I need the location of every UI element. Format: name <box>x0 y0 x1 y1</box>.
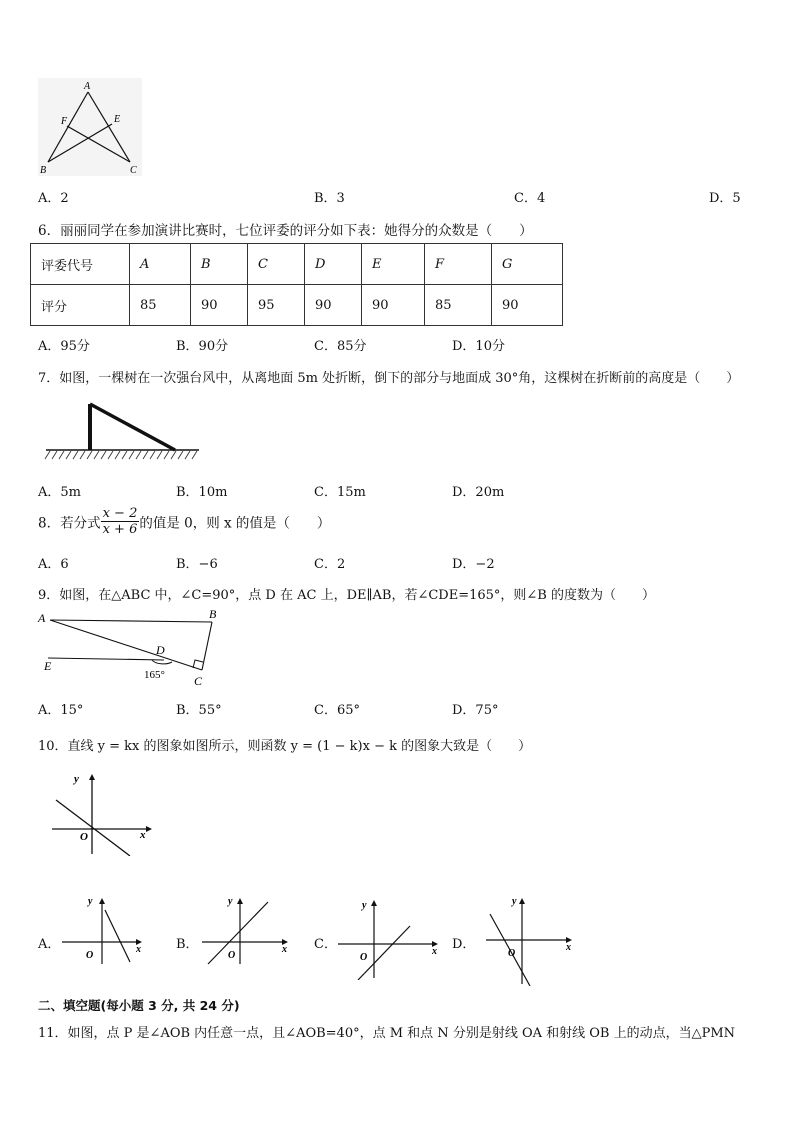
score-cell: 85 <box>130 285 191 326</box>
q8-option-a[interactable]: A．6 <box>38 557 69 572</box>
q9-option-c[interactable]: C．65° <box>314 703 360 718</box>
judge-cell: D <box>305 244 362 285</box>
table-row <box>31 244 563 285</box>
judge-cell: B <box>191 244 248 285</box>
judge-cell: F <box>425 244 492 285</box>
score-cell: 90 <box>362 285 425 326</box>
label-B: B <box>40 165 47 176</box>
judge-cell: C <box>248 244 305 285</box>
axis-x-label: x <box>140 829 146 841</box>
q9-option-a[interactable]: A．15° <box>38 703 84 718</box>
label-A: A <box>84 81 91 92</box>
label-A: A <box>38 611 46 625</box>
row-label: 评分 <box>31 285 130 326</box>
q6-option-b[interactable]: B．90分 <box>176 339 229 354</box>
axis-x-label: x <box>432 946 437 957</box>
label-C: C <box>194 674 203 688</box>
header-label: 评委代号 <box>31 244 130 285</box>
label-E: E <box>44 659 52 673</box>
table-row <box>31 285 563 326</box>
q10-stem: 10．直线 y = kx 的图象如图所示，则函数 y = (1 − k)x − k 的图象大致是（ ） <box>38 739 532 754</box>
judge-cell: A <box>130 244 191 285</box>
axis-x-label: x <box>566 942 571 953</box>
q11-stem: 11．如图，点 P 是∠AOB 内任意一点，且∠AOB=40°，点 M 和点 N 分别是射线 OA 和射线 OB 上的动点，当△PMN <box>38 1026 736 1041</box>
origin-label: O <box>80 831 88 843</box>
q9-stem: 9．如图，在△ABC 中，∠C=90°，点 D 在 AC 上，DE∥AB，若∠CDE=165°，则∠B 的度数为（ ） <box>38 588 655 603</box>
axis-y-label: y <box>362 900 367 911</box>
axis-y-label: y <box>512 896 517 907</box>
axis-y-label: y <box>228 896 233 907</box>
section-heading: 二、填空题(每小题 3 分, 共 24 分) <box>38 998 240 1013</box>
triangle-figure <box>38 78 142 176</box>
score-cell: 95 <box>248 285 305 326</box>
q10-option-d-graph[interactable] <box>484 894 574 990</box>
option-b-graph <box>200 894 290 966</box>
q6-option-a[interactable]: A．95分 <box>38 339 90 354</box>
q6-option-c[interactable]: C．85分 <box>314 339 367 354</box>
q10-option-a-graph[interactable] <box>60 894 144 970</box>
q8-stem-before: 8．若分式 <box>38 515 101 532</box>
score-cell: 90 <box>492 285 563 326</box>
q7-option-c[interactable]: C．15m <box>314 485 366 500</box>
q7-option-b[interactable]: B．10m <box>176 485 228 500</box>
q9-option-b[interactable]: B．55° <box>176 703 222 718</box>
q10-main-graph <box>48 772 152 860</box>
origin-label: O <box>228 950 236 961</box>
judge-cell: E <box>362 244 425 285</box>
q5-option-b[interactable]: B．3 <box>314 191 345 206</box>
axis-y-label: y <box>88 896 93 907</box>
q8-option-d[interactable]: D．−2 <box>452 557 495 572</box>
fraction <box>101 506 140 537</box>
q7-option-a[interactable]: A．5m <box>38 485 81 500</box>
origin-label: O <box>508 948 516 959</box>
label-D: D <box>156 643 165 657</box>
origin-label: O <box>360 952 368 963</box>
q6-option-d[interactable]: D．10分 <box>452 339 505 354</box>
score-cell: 90 <box>191 285 248 326</box>
fraction-numerator: x − 2 <box>102 506 138 521</box>
q7-option-d[interactable]: D．20m <box>452 485 505 500</box>
q5-option-d[interactable]: D．5 <box>709 191 741 206</box>
q8-option-b[interactable]: B．−6 <box>176 557 218 572</box>
q5-option-c[interactable]: C．4 <box>514 191 546 206</box>
q8-option-c[interactable]: C．2 <box>314 557 346 572</box>
q10-option-a-letter[interactable]: A． <box>38 937 61 952</box>
score-table <box>30 243 563 326</box>
q8-stem <box>38 506 330 537</box>
label-B: B <box>209 607 217 621</box>
axis-x-label: x <box>136 944 141 955</box>
q7-stem: 7．如图，一棵树在一次强台风中，从离地面 5m 处折断，倒下的部分与地面成 30°角，这棵树在折断前的高度是（ ） <box>38 371 740 386</box>
axis-x-label: x <box>282 944 287 955</box>
q5-option-a[interactable]: A．2 <box>38 191 69 206</box>
q10-option-b-letter[interactable]: B． <box>176 937 199 952</box>
q8-stem-after: 的值是 0，则 x 的值是（ ） <box>139 515 331 532</box>
q10-option-d-letter[interactable]: D． <box>452 937 476 952</box>
judge-cell: G <box>492 244 563 285</box>
q7-figure <box>44 398 204 468</box>
label-C: C <box>130 165 137 176</box>
triangle-de-figure <box>36 606 226 690</box>
fraction-denominator: x + 6 <box>102 522 138 537</box>
option-d-graph <box>484 894 574 986</box>
q5-figure <box>38 78 142 176</box>
angle-label: 165° <box>144 669 165 681</box>
q6-stem: 6．丽丽同学在参加演讲比赛时，七位评委的评分如下表：她得分的众数是（ ） <box>38 223 533 239</box>
axis-y-label: y <box>74 773 79 785</box>
kx-graph <box>48 772 152 856</box>
origin-label: O <box>86 950 94 961</box>
q9-figure <box>36 606 226 694</box>
label-E: E <box>114 114 121 125</box>
broken-tree-figure <box>44 398 204 464</box>
q10-option-b-graph[interactable] <box>200 894 290 970</box>
q10-option-c-graph[interactable] <box>336 896 440 984</box>
q10-option-c-letter[interactable]: C． <box>314 937 337 952</box>
score-cell: 85 <box>425 285 492 326</box>
score-cell: 90 <box>305 285 362 326</box>
q9-option-d[interactable]: D．75° <box>452 703 499 718</box>
label-F: F <box>61 116 68 127</box>
option-c-graph <box>336 896 440 980</box>
option-a-graph <box>60 894 144 966</box>
